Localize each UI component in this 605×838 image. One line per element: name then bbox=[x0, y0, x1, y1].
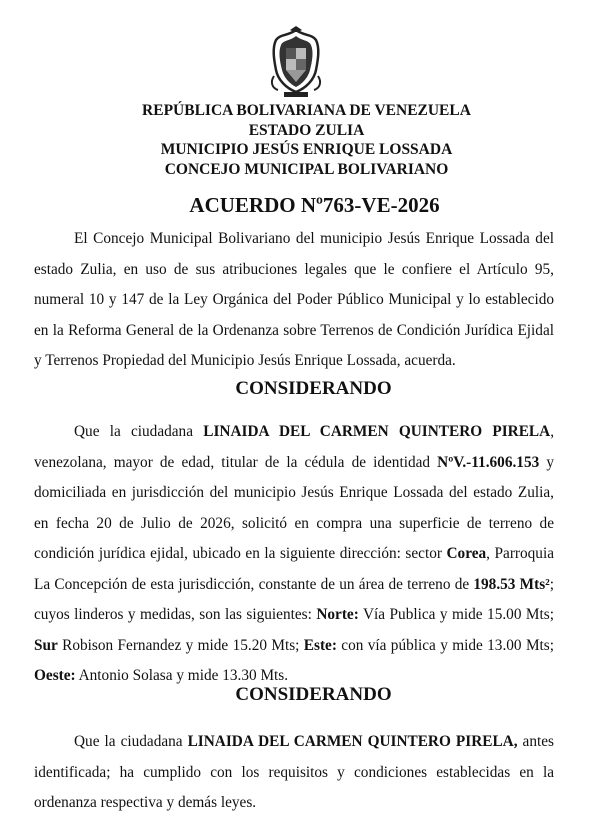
intro-text: El Concejo Municipal Bolivariano del municipio Jesús Enrique Lossada del estado Zulia, en uso de sus atribuciones legales que le confiere el Artículo 95, numeral 10 y 147 de la Ley Orgánica del Poder Público Municipal y lo establecido en la Reforma General de la Ordenanza sobre Terrenos de Condición Jurídica Ejidal y Terrenos Propiedad del Municipio Jesús Enrique Lossada, acuerda. bbox=[34, 230, 554, 369]
considerando-paragraph-1 bbox=[34, 417, 554, 692]
text-segment: antes identificada; ha cumplido con los requisitos y condiciones establecidas en la ordenanza respectiva y demás leyes. bbox=[34, 733, 554, 811]
text-segment: Que la ciudadana bbox=[74, 733, 188, 750]
sector-name: Corea bbox=[446, 545, 487, 562]
boundary-south-label: Sur bbox=[34, 636, 58, 654]
agreement-title: ACUERDO Nº763-VE-2026 bbox=[189, 193, 440, 217]
text-segment: y domiciliada en jurisdicción del municipio Jesús Enrique Lossada del estado Zulia, en fecha 20 de Julio de 2026, solicitó en compra una superficie de terreno de condición jurídica ejidal, ubicado en la siguiente dirección: sector bbox=[34, 453, 555, 562]
boundary-west: Antonio Solasa y mide 13.30 Mts. bbox=[75, 667, 289, 684]
text-segment: Que la ciudadana bbox=[74, 423, 204, 440]
boundary-south: Robison Fernandez y mide 15.20 Mts; bbox=[57, 636, 304, 654]
header-municipality: MUNICIPIO JESÚS ENRIQUE LOSSADA bbox=[160, 141, 453, 158]
boundary-east: con vía pública y mide 13.00 Mts; bbox=[336, 636, 555, 654]
boundary-east-label: Este: bbox=[303, 636, 337, 654]
coat-of-arms-icon bbox=[268, 26, 324, 102]
citizen-name: LINAIDA DEL CARMEN QUINTERO PIRELA bbox=[203, 423, 551, 440]
citizen-name: LINAIDA DEL CARMEN QUINTERO PIRELA, bbox=[187, 733, 518, 750]
boundary-north: Vía Publica y mide 15.00 Mts; bbox=[358, 606, 554, 623]
header-republic: REPÚBLICA BOLIVARIANA DE VENEZUELA bbox=[142, 102, 471, 119]
considerando-paragraph-2 bbox=[34, 727, 554, 819]
header-state: ESTADO ZULIA bbox=[248, 121, 365, 139]
boundary-west-label: Oeste: bbox=[34, 667, 76, 684]
header-council: CONCEJO MUNICIPAL BOLIVARIANO bbox=[164, 160, 449, 178]
boundary-north-label: Norte: bbox=[316, 606, 359, 623]
text-segment: , Parroquia La Concepción de esta jurisdicción, constante de un área de terreno de bbox=[34, 545, 554, 593]
document-header bbox=[0, 101, 605, 179]
considerando-heading-1: CONSIDERANDO bbox=[235, 378, 392, 399]
intro-paragraph bbox=[34, 224, 554, 377]
text-segment: , venezolana, mayor de edad, titular de la cédula de identidad bbox=[34, 423, 555, 471]
text-segment: ; cuyos linderos y medidas, son las siguientes: bbox=[34, 575, 554, 623]
considerando-heading-2: CONSIDERANDO bbox=[235, 684, 392, 705]
land-area: 198.53 Mts² bbox=[473, 575, 550, 593]
id-number: NºV.-11.606.153 bbox=[437, 453, 540, 471]
